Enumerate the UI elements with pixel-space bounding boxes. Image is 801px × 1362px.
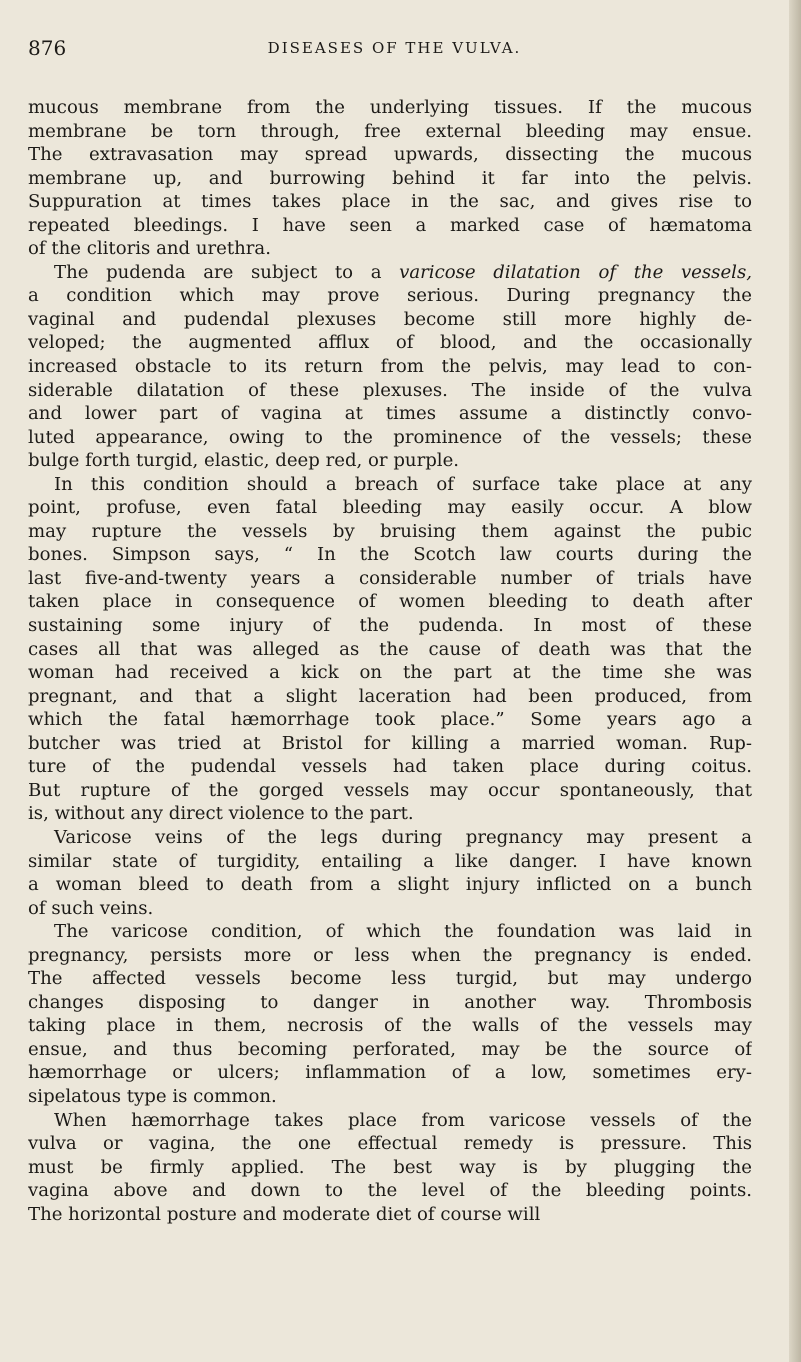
text-line: sipelatous type is common. [28,1085,277,1107]
text-line: ture of the pudendal vessels had taken place during coitus. [28,756,752,778]
body-text [28,96,752,1226]
text-line: woman had received a kick on the part at the time she was [28,662,752,684]
paragraph [28,1109,752,1227]
page-number: 876 [28,36,67,60]
page-edge-shadow [789,0,801,1362]
text-line: vagina above and down to the level of the bleeding points. [28,1180,752,1202]
text-line: and lower part of vagina at times assume a distinctly convo- [28,403,752,425]
text-line: veloped; the augmented afflux of blood, and the occasionally [28,332,752,354]
text-line: of the clitoris and urethra. [28,238,271,260]
paragraph [28,920,752,1108]
text-line: similar state of turgidity, entailing a like danger. I have known [28,850,752,872]
text-line: which the fatal hæmorrhage took place.” Some years ago a [28,709,752,731]
paragraph [28,261,752,473]
text-line: pregnancy, persists more or less when the pregnancy is ended. [28,944,752,966]
text-line: hæmorrhage or ulcers; inflammation of a low, sometimes ery- [28,1062,752,1084]
text-line: taken place in consequence of women bleeding to death after [28,591,752,613]
text-line: pregnant, and that a slight laceration had been produced, from [28,685,752,707]
text-line: must be firmly applied. The best way is by plugging the [28,1156,752,1178]
text-line: The varicose condition, of which the foundation was laid in [54,921,752,943]
text-line: The horizontal posture and moderate diet of course will [28,1203,541,1225]
text-line: a condition which may prove serious. During pregnancy the [28,285,752,307]
text-line: luted appearance, owing to the prominence of the vessels; these [28,426,752,448]
text-line: In this condition should a breach of surface take place at any [54,473,752,495]
text-line: The extravasation may spread upwards, dissecting the mucous [28,144,752,166]
text-line: siderable dilatation of these plexuses. The inside of the vulva [28,379,752,401]
text-line: may rupture the vessels by bruising them against the pubic [28,520,752,542]
paragraph [28,96,752,261]
text-line: point, profuse, even fatal bleeding may easily occur. A blow [28,497,752,519]
running-head: DISEASES OF THE VULVA. [267,39,522,57]
text-line: bones. Simpson says, “ In the Scotch law courts during the [28,544,752,566]
text-line: ensue, and thus becoming perforated, may be the source of [28,1038,752,1060]
text-line: changes disposing to danger in another way. Thrombosis [28,991,752,1013]
text-line: mucous membrane from the underlying tissues. If the mucous [28,97,752,118]
text-line: vulva or vagina, the one effectual remedy is pressure. This [28,1133,752,1155]
text-line: bulge forth turgid, elastic, deep red, or purple. [28,450,460,472]
text-line: When hæmorrhage takes place from varicose vessels of the [54,1109,752,1131]
page-header [28,36,761,62]
text-line: of such veins. [28,897,154,919]
text-line: sustaining some injury of the pudenda. In most of these [28,615,752,637]
text-line: Varicose veins of the legs during pregnancy may present a [54,826,752,848]
text-line: cases all that was alleged as the cause of death was that the [28,638,752,660]
text-line: But rupture of the gorged vessels may occur spontaneously, that [28,779,752,801]
text-line: taking place in them, necrosis of the walls of the vessels may [28,1015,752,1037]
text-line: repeated bleedings. I have seen a marked case of hæmatoma [28,214,752,236]
text-line: The pudenda are subject to a varicose dilatation of the vessels, [54,261,752,283]
paragraph [28,826,752,920]
text-line: membrane up, and burrowing behind it far into the pelvis. [28,167,752,189]
italic-phrase: varicose dilatation of the vessels, [399,261,752,283]
text-line: last five-and-twenty years a considerable number of trials have [28,567,752,589]
text-line: Suppuration at times takes place in the sac, and gives rise to [28,191,752,213]
text-line: butcher was tried at Bristol for killing a married woman. Rup- [28,732,752,754]
text-line: membrane be torn through, free external bleeding may ensue. [28,120,752,142]
paragraph [28,473,752,826]
text-line: a woman bleed to death from a slight injury inflicted on a bunch [28,874,752,896]
text-line: vaginal and pudendal plexuses become still more highly de- [28,308,752,330]
text-line: The affected vessels become less turgid, but may undergo [28,968,752,990]
text-line: increased obstacle to its return from the pelvis, may lead to con- [28,356,752,378]
text-line: is, without any direct violence to the part. [28,803,414,825]
